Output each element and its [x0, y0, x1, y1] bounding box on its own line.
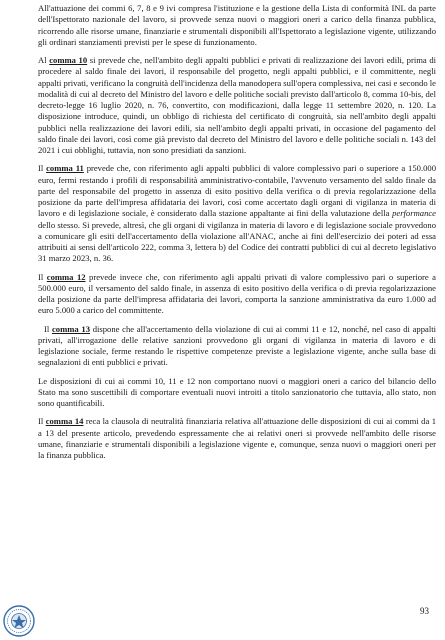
page-number: 93 — [420, 606, 429, 616]
paragraph — [38, 55, 436, 156]
paragraph-text: All'attuazione dei commi 6, 7, 8 e 9 ivi compresa l'istituzione e la gestione della Lista di conformità INL da parte dell'Ispettorato nazionale del lavoro, si provvede senza nuovi o maggiori oneri a carico della finanza pubblica, ricorrendo alle risorse umane, finanziarie e strumentali disponibili all'Ispettorato a legislazione vigente, utilizzando gli ordinari stanziamenti previsti per le spese di funzionamento. — [38, 3, 436, 47]
paragraph — [38, 3, 436, 48]
paragraph-text: prevede che, con riferimento agli appalti pubblici di valore complessivo pari o superiore a 150.000 euro, fermi restando i profili di responsabilità amministrativo-contabile, l'avvenuto versamento del saldo finale da parte del responsabile del progetto in assenza di esito positivo della verifica o di previa regolarizzazione della posizione da parte dell'impresa affidataria dei lavori, così come accertato dagli organi di vigilanza in materia di lavoro e di legislazione sociale, è considerato dalla stazione appaltante ai fini della valutazione della — [38, 163, 436, 219]
comma-reference: comma 12 — [46, 271, 86, 282]
comma-reference: comma 13 — [51, 323, 90, 334]
paragraph-text: dello stesso. Si prevede, altresì, che gli organi di vigilanza in materia di lavoro e di legislazione sociale provvedono a comunicare gli esiti dell'accertamento della violazione all'ANAC, anche ai fini dell'esercizio dei poteri ad essa attribuiti ai sensi dell'articolo 222, comma 3, lettera b) del Codice dei contratti pubblici di cui al decreto legislativo 31 marzo 2023, n. 36. — [38, 219, 436, 264]
paragraph — [38, 272, 436, 317]
circular-seal-icon — [3, 605, 35, 637]
paragraph — [38, 324, 436, 369]
paragraph-text: Il — [38, 416, 46, 427]
document-body — [38, 3, 436, 468]
paragraph-text: Il — [38, 163, 47, 174]
paragraph-text: prevede invece che, con riferimento agli appalti privati di valore complessivo pari o superiore a 500.000 euro, il versamento del saldo finale, in assenza di esito positivo della verifica o di previa regolarizzazione della posizione da parte dell'impresa affidataria dei lavori, comporta la sanzione amministrativa da euro 1.000 ad euro 5.000 a carico del committente. — [38, 271, 436, 316]
paragraph — [38, 376, 436, 410]
paragraph-text: dispone che all'accertamento della violazione di cui ai commi 11 e 12, nonché, nel caso di appalti privati, all'irrogazione delle relative sanzioni provvedono gli organi di vigilanza in materia di lavoro e di legislazione sociale, ferme restando le rispettive competenze previste a legislazione vigente, anche sulla base di segnalazioni di enti pubblici e privati. — [38, 323, 436, 368]
comma-reference: comma 10 — [49, 55, 88, 65]
paragraph-text: Il — [38, 271, 47, 282]
paragraph-text: Le disposizioni di cui ai commi 10, 11 e 12 non comportano nuovi o maggiori oneri a carico del bilancio dello Stato ma sono suscettibili di comportare eventuali nuovi introiti a titolo sanzionatorio che tuttavia, allo stato, non sono quantificabili. — [38, 375, 436, 408]
paragraph-text: reca la clausola di neutralità finanziaria relativa all'attuazione delle disposizioni di cui ai commi da 1 a 13 del presente articolo, prevedendo espressamente che ai relativi oneri si provvede nell'ambito delle risorse umane, finanziarie e strumentali disponibili a legislazione vigente e, comunque, senza nuovi o maggiori oneri per la finanza pubblica. — [38, 416, 437, 460]
comma-reference: comma 14 — [45, 416, 84, 427]
emphasis-text: performance — [392, 208, 436, 219]
paragraph-text: si prevede che, nell'ambito degli appalti pubblici e privati di realizzazione dei lavori edili, prima di procedere al saldo finale dei lavori, il responsabile del progetto, negli appalti pubblici, e il committente, negli appalti privati, verificano la congruità dell'incidenza della manodopera sull'opera complessiva, nei casi e secondo le modalità di cui al decreto del Ministro del lavoro e delle politiche sociali previsto dall'articolo 8, comma 10-bis, del decreto-legge 16 luglio 2020, n. 76, convertito, con modificazioni, dalla legge 11 settembre 2020, n. 120. La disposizione introduce, quindi, un obbligo di richiesta del certificato di congruità, sia nell'ambito degli appalti pubblici nella realizzazione dei lavori edili, sia nell'ambito degli appalti privati, in occasione del pagamento del saldo finale dei lavori, così come già previsto dal decreto del Ministro del lavoro e delle politiche sociali n. 143 del 2021 i cui obblighi, tuttavia, non sono presidiati da sanzioni. — [38, 55, 437, 155]
comma-reference: comma 11 — [46, 163, 84, 174]
paragraph-text: Il — [44, 323, 52, 334]
paragraph — [38, 416, 436, 461]
paragraph-text: Al — [38, 55, 50, 65]
paragraph — [38, 163, 436, 264]
